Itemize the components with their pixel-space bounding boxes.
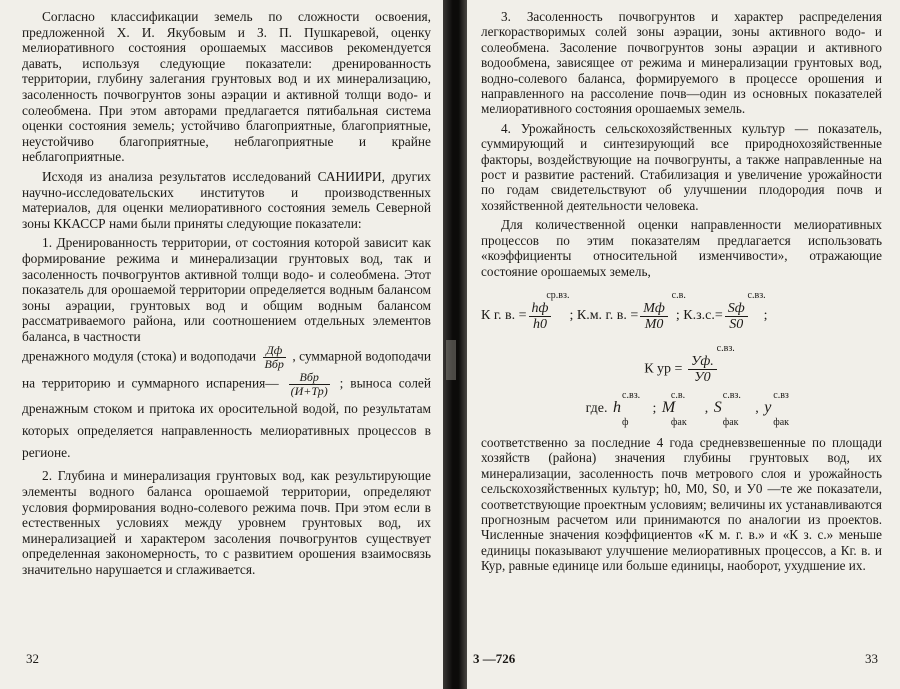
formula-kmgv-label: ; К.м. г. в. = [569, 308, 639, 324]
formula-yield [481, 342, 882, 385]
symbol-main: h [613, 398, 622, 416]
symbol-main: S [713, 398, 722, 416]
formula-numerator: Mф [640, 301, 668, 317]
symbol-sup: с.в. [670, 389, 686, 401]
symbol-h [613, 389, 641, 428]
symbol-sub: фак [670, 416, 687, 428]
fraction-denominator: Вбр [264, 357, 284, 372]
formula-kgv-fraction [529, 289, 570, 332]
fraction-numerator: Вбр [289, 371, 330, 385]
right-page [467, 0, 900, 689]
formula-sup: с.в. [671, 289, 686, 301]
formula-kur-fraction [688, 342, 735, 385]
symbol-m [661, 389, 687, 428]
paragraph-sources: Исходя из анализа результатов исследований САНИИРИ, других научно-исследовательских институтов и производственных материалов, для оценки мелиоративного состояния земель Северной зоны ККАССР нами были приняты следующие показатели: [22, 168, 431, 231]
formula-kzs-label: ; К.з.с.= [675, 308, 723, 324]
symbol-sub: фак [773, 416, 790, 428]
symbol-sup: с.вз. [622, 389, 641, 401]
symbol-y [764, 389, 790, 428]
paragraph-yield: 4. Урожайность сельскохозяйственных культур — показатель, суммирующий и синтезирующий все природнохозяйственные факторы, воздействующие на почвогрунты, а также направленные на рост и развитие растений. Стабилизация и увеличение урожайности по годам свидетельствуют об улучшении плодородия почв и хозяйственной деятельности человека. [481, 120, 882, 213]
fraction-denominator: (И+Тр) [290, 384, 328, 399]
formula-numerator: hф [529, 301, 552, 317]
formula-numerator: Уф. [688, 354, 717, 370]
formula-where: где. h с.вз. ф ; М с.в. фак , S с.вз. фак , у с.вз фак [585, 389, 790, 428]
symbol-main: М [661, 398, 676, 416]
formula-sup: с.вз. [716, 342, 735, 354]
formula-sup: ср.вз. [546, 289, 570, 301]
formula-denominator: У0 [694, 369, 711, 385]
drainage-text-start: дренажного модуля (стока) и водоподачи [22, 349, 257, 365]
page-number-right: 33 [865, 651, 878, 666]
paragraph-drainage: 1. Дренированность территории, от состояния которой зависит как формирование режима и минерализации грунтовых вод, так и засоленность почвогрунтов активной толщи водо- и солеобмена. Этот показатель для орошаемой территории определяется водным балансом зоны аэрации, грунтовых вод и общим водным балансом рассматриваемого района, или соотношением отдельных элементов баланса, в частности [22, 235, 431, 344]
formula-denominator: S0 [729, 316, 744, 332]
formula-denominator: M0 [644, 316, 664, 332]
book-gutter [443, 0, 467, 689]
symbol-sup: с.вз [773, 389, 789, 401]
page-number-left: 32 [26, 651, 39, 666]
formula-sup: с.вз. [747, 289, 766, 301]
symbol-s [713, 389, 741, 428]
symbol-main: у [764, 398, 772, 416]
left-page [0, 0, 443, 689]
paragraph-drainage-formula [22, 344, 431, 464]
formula-kur-label: К ур = [644, 361, 683, 377]
symbol-sup: с.вз. [722, 389, 741, 401]
drainage-text-end: , суммарной водоподачи на территорию и суммарного испарения— [22, 349, 431, 392]
fraction-drain-supply [263, 344, 286, 371]
formula-numerator: Sф [725, 301, 748, 317]
drainage-text-salts: ; выноса солей дренажным стоком и притока их оросительной водой, по результатам которых определяется направленность мелиоративных процессов в регионе. [22, 376, 431, 461]
formula-denominator: h0 [532, 316, 547, 332]
formula-kzs-fraction [725, 289, 766, 332]
paragraph-classification: Согласно классификации земель по сложности освоения, предложенной Х. И. Якубовым и З. П. Пушкаревой, оценку мелиоративного состояния орошаемых массивов рекомендуется давать, используя следующие показатели: дренированность территории, глубину залегания грунтовых вод и их минерализацию, засоленность почвогрунтов зоны аэрации и активной толщи водо- и солеобмена. При этом авторами предлагается пятибальная система оценки состояния земель; устойчиво благоприятные, благоприятные, неустойчиво благоприятные, неблагоприятные и крайне неблагоприятные. [22, 9, 431, 165]
formula-coefficients [481, 289, 882, 332]
fraction-numerator: Дф [263, 344, 286, 358]
formula-kmgv-fraction [640, 289, 686, 332]
paragraph-groundwater: 2. Глубина и минерализация грунтовых вод, как результирующие элементы водного баланса орошаемой территории, определяют условия формирования водно-солевого режима почв. При этом если в естественных условиях между уровнем грунтовых вод, их минерализацией и характером засоления почвогрунтов существует определенная закономерность, то с развитием орошения взаимосвязь значительно нарушается и сглаживается. [22, 468, 431, 578]
signature-mark: 3 —726 [473, 651, 516, 666]
paragraph-coefficients-intro: Для количественной оценки направленности мелиоративных процессов по этим показателям предлагается использовать «коэффициенты относительной изменчивости», отражающие состояние орошаемых земель, [481, 217, 882, 279]
paragraph-definitions: соответственно за последние 4 года средневзвешенные по площади хозяйств (района) значения глубины грунтовых вод, их минерализации, засоленность почв метрового слоя и урожайность сельскохозяйственных культур; h0, M0, S0, и У0 —те же показатели, соответствующие проектным условиям; величины их устанавливаются прогнозным расчетом или принимаются по аналогии из проектов. Численные значения коэффициентов «К м. г. в.» и «К з. с.» меньше единицы показывают улучшение мелиоративных процессов, а Кг. в. и Кур, равные единице или больше единицы, наоборот, ухудшение их. [481, 434, 882, 574]
formula-end: ; [763, 308, 768, 324]
paragraph-salinity: 3. Засоленность почвогрунтов и характер распределения легкорастворимых солей зоны аэрации, зоны активного водо- и солеобмена. Засоление почвогрунтов зоны аэрации и активного водообмена, зависящее от режима и минерализации грунтовых вод, водно-солевого баланса, формируемого в процессе орошения и направленного на рассоление почв—один из основных показателей мелиоративного состояния орошаемых земель. [481, 9, 882, 117]
symbol-sub: ф [622, 416, 629, 428]
symbol-sub: фак [722, 416, 739, 428]
formula-kgv-label: К г. в. = [481, 308, 527, 324]
formula-where-label: где. [585, 400, 608, 416]
fraction-supply-evaporation [289, 371, 330, 398]
